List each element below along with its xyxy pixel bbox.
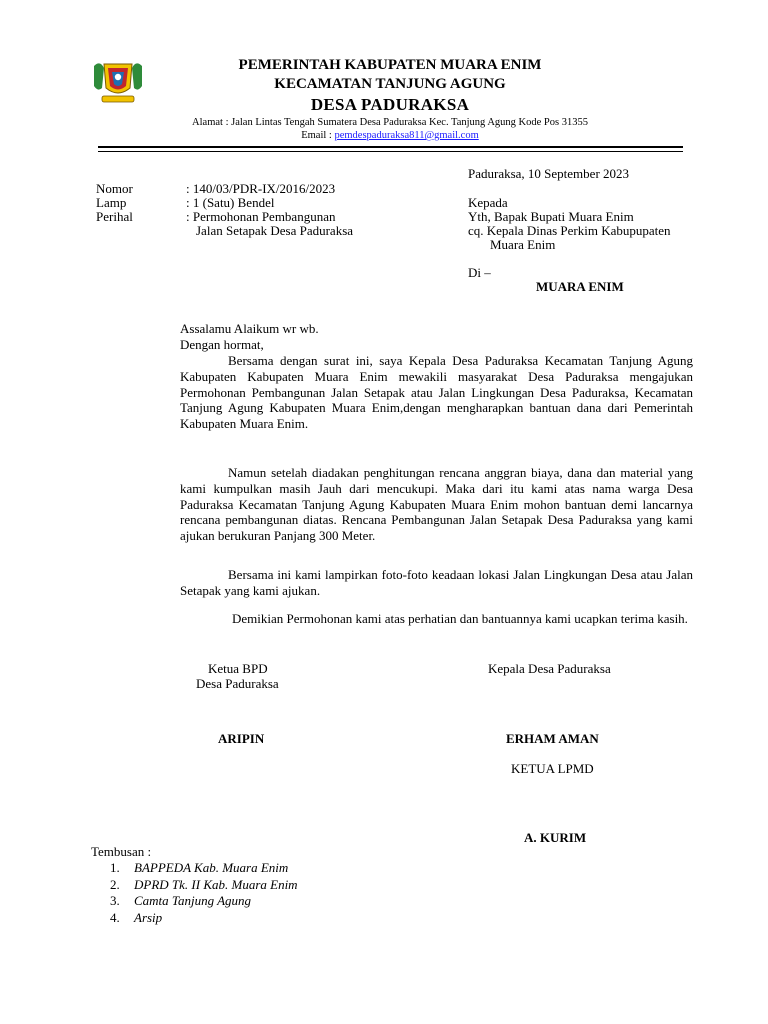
greeting: Assalamu Alaikum wr wb.: [180, 321, 319, 336]
list-item: 4. Arsip: [110, 909, 163, 925]
left-signatory-name: ARIPIN: [218, 731, 265, 746]
left-signatory-title: Ketua BPD: [208, 661, 268, 676]
nomor-value: : 140/03/PDR-IX/2016/2023: [186, 181, 336, 196]
list-item: 2. DPRD Tk. II Kab. Muara Enim: [110, 876, 298, 892]
perihal-value-line2: Jalan Setapak Desa Paduraksa: [196, 223, 354, 238]
paragraph-text: Namun setelah diadakan penghitungan rencana anggran biaya, dana dan material yang kami kumpulkan masih Jauh dari mencukupi. Maka dari itu kami atas nama warga Desa Paduraksa Kecamatan Tanjung Agung Kabupaten Muara Enim mohon bantuan demi lancarnya rencana pembangunan diatas. Rencana Pembangunan Jalan Setapak Desa Paduraksa yang kami ajukan berukuran Panjang 300 Meter.: [180, 465, 693, 544]
letterhead-government: PEMERINTAH KABUPATEN MUARA ENIM: [238, 57, 542, 73]
body-paragraph-3: [180, 567, 693, 599]
list-item: 1. BAPPEDA Kab. Muara Enim: [110, 860, 289, 875]
paragraph-text: Bersama dengan surat ini, saya Kepala Desa Paduraksa Kecamatan Tanjung Agung Kabupaten Kabupaten Muara Enim mewakili masyarakat Desa Paduraksa mengajukan Permohonan Pembangunan Jalan Setapak atau Jalan Lingkungan Desa Paduraksa, Kecamatan Tanjung Agung Kabupaten Muara Enim,dengan mengharapkan bantuan dana dari Pemerintah Kabupaten Muara Enim.: [180, 353, 693, 432]
email-label: Email :: [301, 130, 335, 141]
nomor-label: Nomor: [96, 181, 133, 196]
letterhead-email-line: [110, 130, 670, 141]
body-paragraph-4: [184, 611, 693, 627]
perihal-value: : Permohonan Pembangunan: [186, 209, 336, 224]
recipient-kepada: Kepada: [468, 195, 508, 210]
letterhead-address: Alamat : Jalan Lintas Tengah Sumatera Desa Paduraksa Kec. Tanjung Agung Kode Pos 31355: [192, 117, 588, 128]
perihal-label: Perihal: [96, 209, 133, 224]
letterhead-divider-thick: [98, 146, 683, 148]
tembusan-label: Tembusan :: [91, 844, 152, 859]
letterhead-divider-thin: [98, 151, 683, 152]
left-signatory-org: Desa Paduraksa: [196, 676, 279, 691]
opening: Dengan hormat,: [180, 337, 264, 352]
recipient-city: MUARA ENIM: [536, 279, 624, 294]
recipient-line1: Yth, Bapak Bupati Muara Enim: [468, 209, 634, 224]
right-signatory-title: Kepala Desa Paduraksa: [488, 661, 611, 676]
tembusan-list: [110, 860, 298, 926]
recipient-line3: Muara Enim: [490, 237, 556, 252]
lamp-value: : 1 (Satu) Bendel: [186, 195, 275, 210]
place-date: Paduraksa, 10 September 2023: [468, 166, 630, 181]
recipient-di: Di –: [468, 265, 491, 280]
list-item: 3. Camta Tanjung Agung: [110, 893, 252, 908]
body-paragraph-2: [180, 465, 693, 544]
recipient-line2: cq. Kepala Dinas Perkim Kabupupaten: [468, 223, 671, 238]
email-link[interactable]: pemdespaduraksa811@gmail.com: [334, 130, 479, 141]
lpmd-name: A. KURIM: [524, 830, 587, 845]
body-paragraph-1: [180, 353, 693, 432]
lamp-label: Lamp: [96, 195, 127, 210]
paragraph-text: Bersama ini kami lampirkan foto-foto keadaan lokasi Jalan Lingkungan Desa atau Jalan Setapak yang kami ajukan.: [180, 567, 693, 598]
letterhead-district: KECAMATAN TANJUNG AGUNG: [274, 76, 506, 92]
letterhead-village: DESA PADURAKSA: [310, 95, 470, 114]
right-signatory-name: ERHAM AMAN: [506, 731, 599, 746]
paragraph-text: Demikian Permohonan kami atas perhatian dan bantuannya kami ucapkan terima kasih.: [232, 611, 688, 626]
lpmd-title: KETUA LPMD: [511, 761, 594, 776]
